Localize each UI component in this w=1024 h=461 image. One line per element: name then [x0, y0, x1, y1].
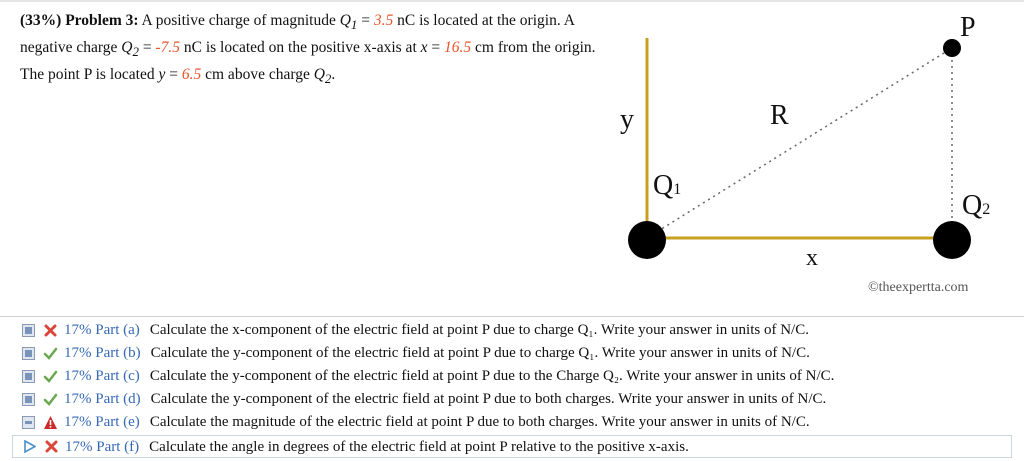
q2-value: -7.5	[155, 39, 180, 57]
problem-text-6: .	[331, 66, 336, 84]
label-q1	[653, 172, 681, 204]
q2-symbol: Q	[121, 39, 133, 57]
eq-1: =	[357, 12, 374, 29]
q2-charge-dot	[933, 221, 971, 259]
problem-text-5: cm above charge	[201, 66, 314, 84]
part-c-row[interactable]	[22, 365, 834, 387]
label-q2-sub: 2	[982, 201, 991, 218]
copyright-text: ©theexpertta.com	[868, 280, 969, 295]
problem-text-3: nC is located on the positive x-axis at	[179, 39, 421, 57]
expand-icon[interactable]	[22, 347, 35, 360]
part-e-text: Calculate the magnitude of the electric field at point P due to both charges. Write your answer in units of N/C.	[149, 414, 810, 430]
label-q1-text: Q	[653, 170, 674, 201]
y-symbol: y	[158, 66, 166, 84]
q2-subscript-2: 2	[324, 71, 332, 87]
problem-statement	[20, 9, 620, 90]
q1-symbol: Q	[339, 12, 351, 29]
eq-4: =	[165, 66, 182, 84]
part-c-percent: 17% Part (c)	[64, 368, 140, 384]
label-r: R	[770, 100, 789, 131]
part-a-percent: 17% Part (a)	[64, 322, 140, 338]
part-e-row[interactable]	[22, 411, 810, 433]
problem-prefix: (33%) Problem 3:	[20, 12, 139, 29]
q1-value: 3.5	[373, 12, 394, 29]
eq-3: =	[427, 39, 445, 57]
point-p-dot	[943, 39, 961, 57]
part-d-text: Calculate the y-component of the electric field at point P due to both charges. Write your answer in units of N/C.	[150, 391, 827, 407]
part-a-row[interactable]	[22, 319, 809, 341]
check-icon	[43, 392, 58, 407]
expand-icon[interactable]	[22, 324, 35, 337]
label-q1-sub: 1	[673, 181, 682, 198]
q2-symbol-2: Q	[313, 66, 325, 84]
check-icon	[43, 369, 58, 384]
y-value: 6.5	[181, 66, 202, 84]
part-b-row[interactable]	[22, 342, 810, 364]
part-a-text: Calculate the x-component of the electric field at point P due to charge Q₁. Write your answer in units of N/C.	[149, 322, 809, 338]
part-f-percent: 17% Part (f)	[65, 438, 140, 455]
part-d-row[interactable]	[22, 388, 826, 410]
problem-text-4: cm from the origin. The point P is located	[20, 39, 596, 84]
play-icon[interactable]	[23, 440, 36, 453]
charge-diagram	[600, 0, 1024, 305]
part-c-text: Calculate the y-component of the electric field at point P due to the Charge Q₂. Write your answer in units of N/C.	[149, 368, 835, 384]
parts-list	[0, 316, 1024, 461]
problem-text-2: nC is located at the origin. A negative charge	[20, 12, 575, 57]
part-f-row[interactable]	[12, 435, 1012, 458]
check-icon	[43, 346, 58, 361]
r-line	[647, 48, 952, 238]
warning-icon	[43, 415, 58, 430]
x-symbol: x	[420, 39, 428, 57]
label-q2	[962, 192, 990, 224]
label-p: P	[960, 12, 976, 43]
expand-icon[interactable]	[22, 393, 35, 406]
label-y: y	[620, 104, 634, 135]
problem-text-1: A positive charge of magnitude	[138, 12, 340, 29]
part-b-percent: 17% Part (b)	[64, 345, 141, 361]
eq-2: =	[138, 39, 156, 57]
label-x: x	[806, 245, 818, 271]
q2-subscript: 2	[132, 44, 139, 60]
q1-charge-dot	[628, 221, 666, 259]
label-q2-text: Q	[962, 190, 983, 221]
q1-subscript: 1	[350, 17, 358, 33]
part-d-percent: 17% Part (d)	[64, 391, 141, 407]
part-f-text: Calculate the angle in degrees of the electric field at point P relative to the positive x-axis.	[149, 438, 689, 455]
collapse-icon[interactable]	[22, 416, 35, 429]
cross-icon	[44, 439, 59, 454]
expand-icon[interactable]	[22, 370, 35, 383]
part-e-percent: 17% Part (e)	[64, 414, 140, 430]
part-b-text: Calculate the y-component of the electric field at point P due to charge Q₁. Write your answer in units of N/C.	[150, 345, 810, 361]
x-value: 16.5	[444, 39, 472, 57]
cross-icon	[43, 323, 58, 338]
